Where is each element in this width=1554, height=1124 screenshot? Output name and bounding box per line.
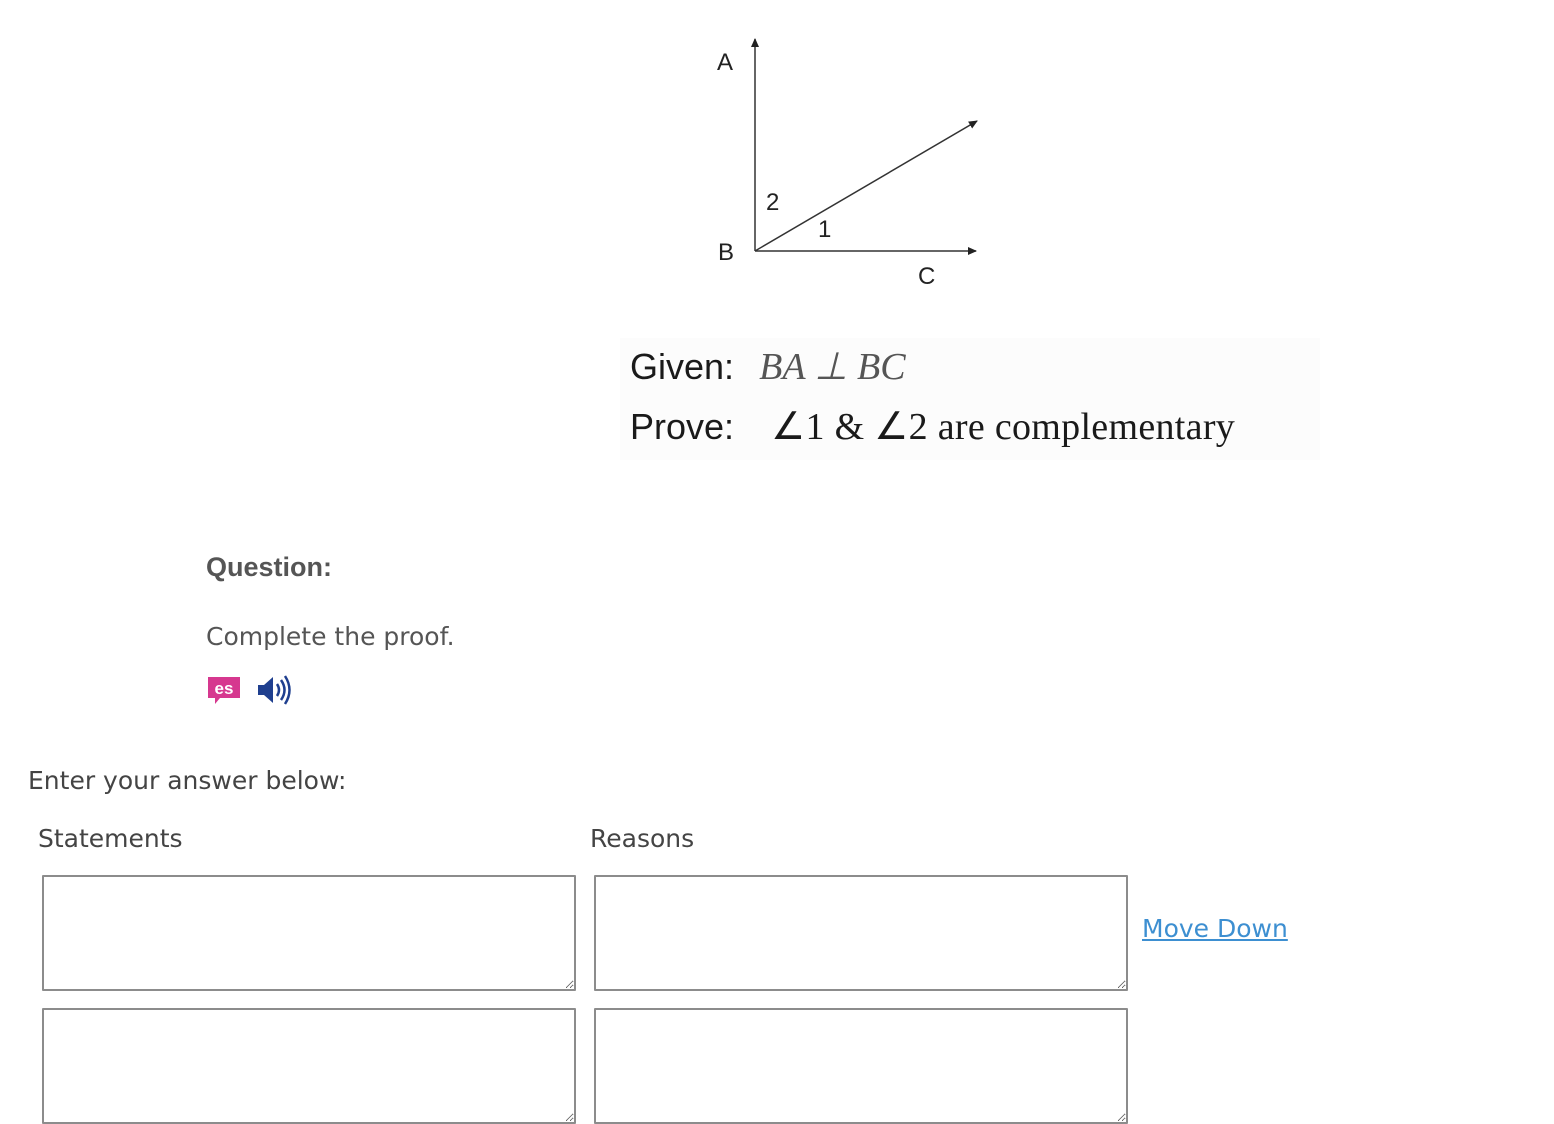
reason-input-2[interactable] (594, 1008, 1128, 1124)
spanish-translation-icon[interactable] (206, 675, 242, 705)
question-text: Complete the proof. (206, 622, 455, 651)
statement-input-2[interactable] (42, 1008, 576, 1124)
point-label-c: C (918, 263, 936, 290)
given-statement: BA ⊥ BC (759, 346, 906, 388)
statements-header: Statements (38, 824, 183, 853)
speaker-icon[interactable] (256, 673, 296, 707)
prove-row (630, 404, 1235, 449)
given-label: Given: (630, 346, 735, 387)
move-down-link[interactable]: Move Down (1142, 914, 1288, 943)
question-label: Question: (206, 552, 332, 582)
ray-b-middle (755, 121, 977, 251)
given-prove-block (620, 338, 1320, 460)
point-label-b: B (718, 239, 735, 266)
point-label-a: A (717, 49, 734, 76)
prove-statement: ∠1 & ∠2 are complementary (771, 406, 1236, 448)
statement-input-1[interactable] (42, 875, 576, 991)
given-row (630, 344, 906, 389)
geometry-figure (700, 30, 1000, 300)
reason-input-1[interactable] (594, 875, 1128, 991)
prove-label: Prove: (630, 406, 735, 447)
answer-prompt: Enter your answer below: (28, 766, 347, 795)
angle-label-2: 2 (766, 189, 780, 216)
angle-diagram (700, 30, 1000, 300)
angle-label-1: 1 (818, 216, 832, 243)
reasons-header: Reasons (590, 824, 695, 853)
spanish-icon-text: es (214, 679, 234, 698)
